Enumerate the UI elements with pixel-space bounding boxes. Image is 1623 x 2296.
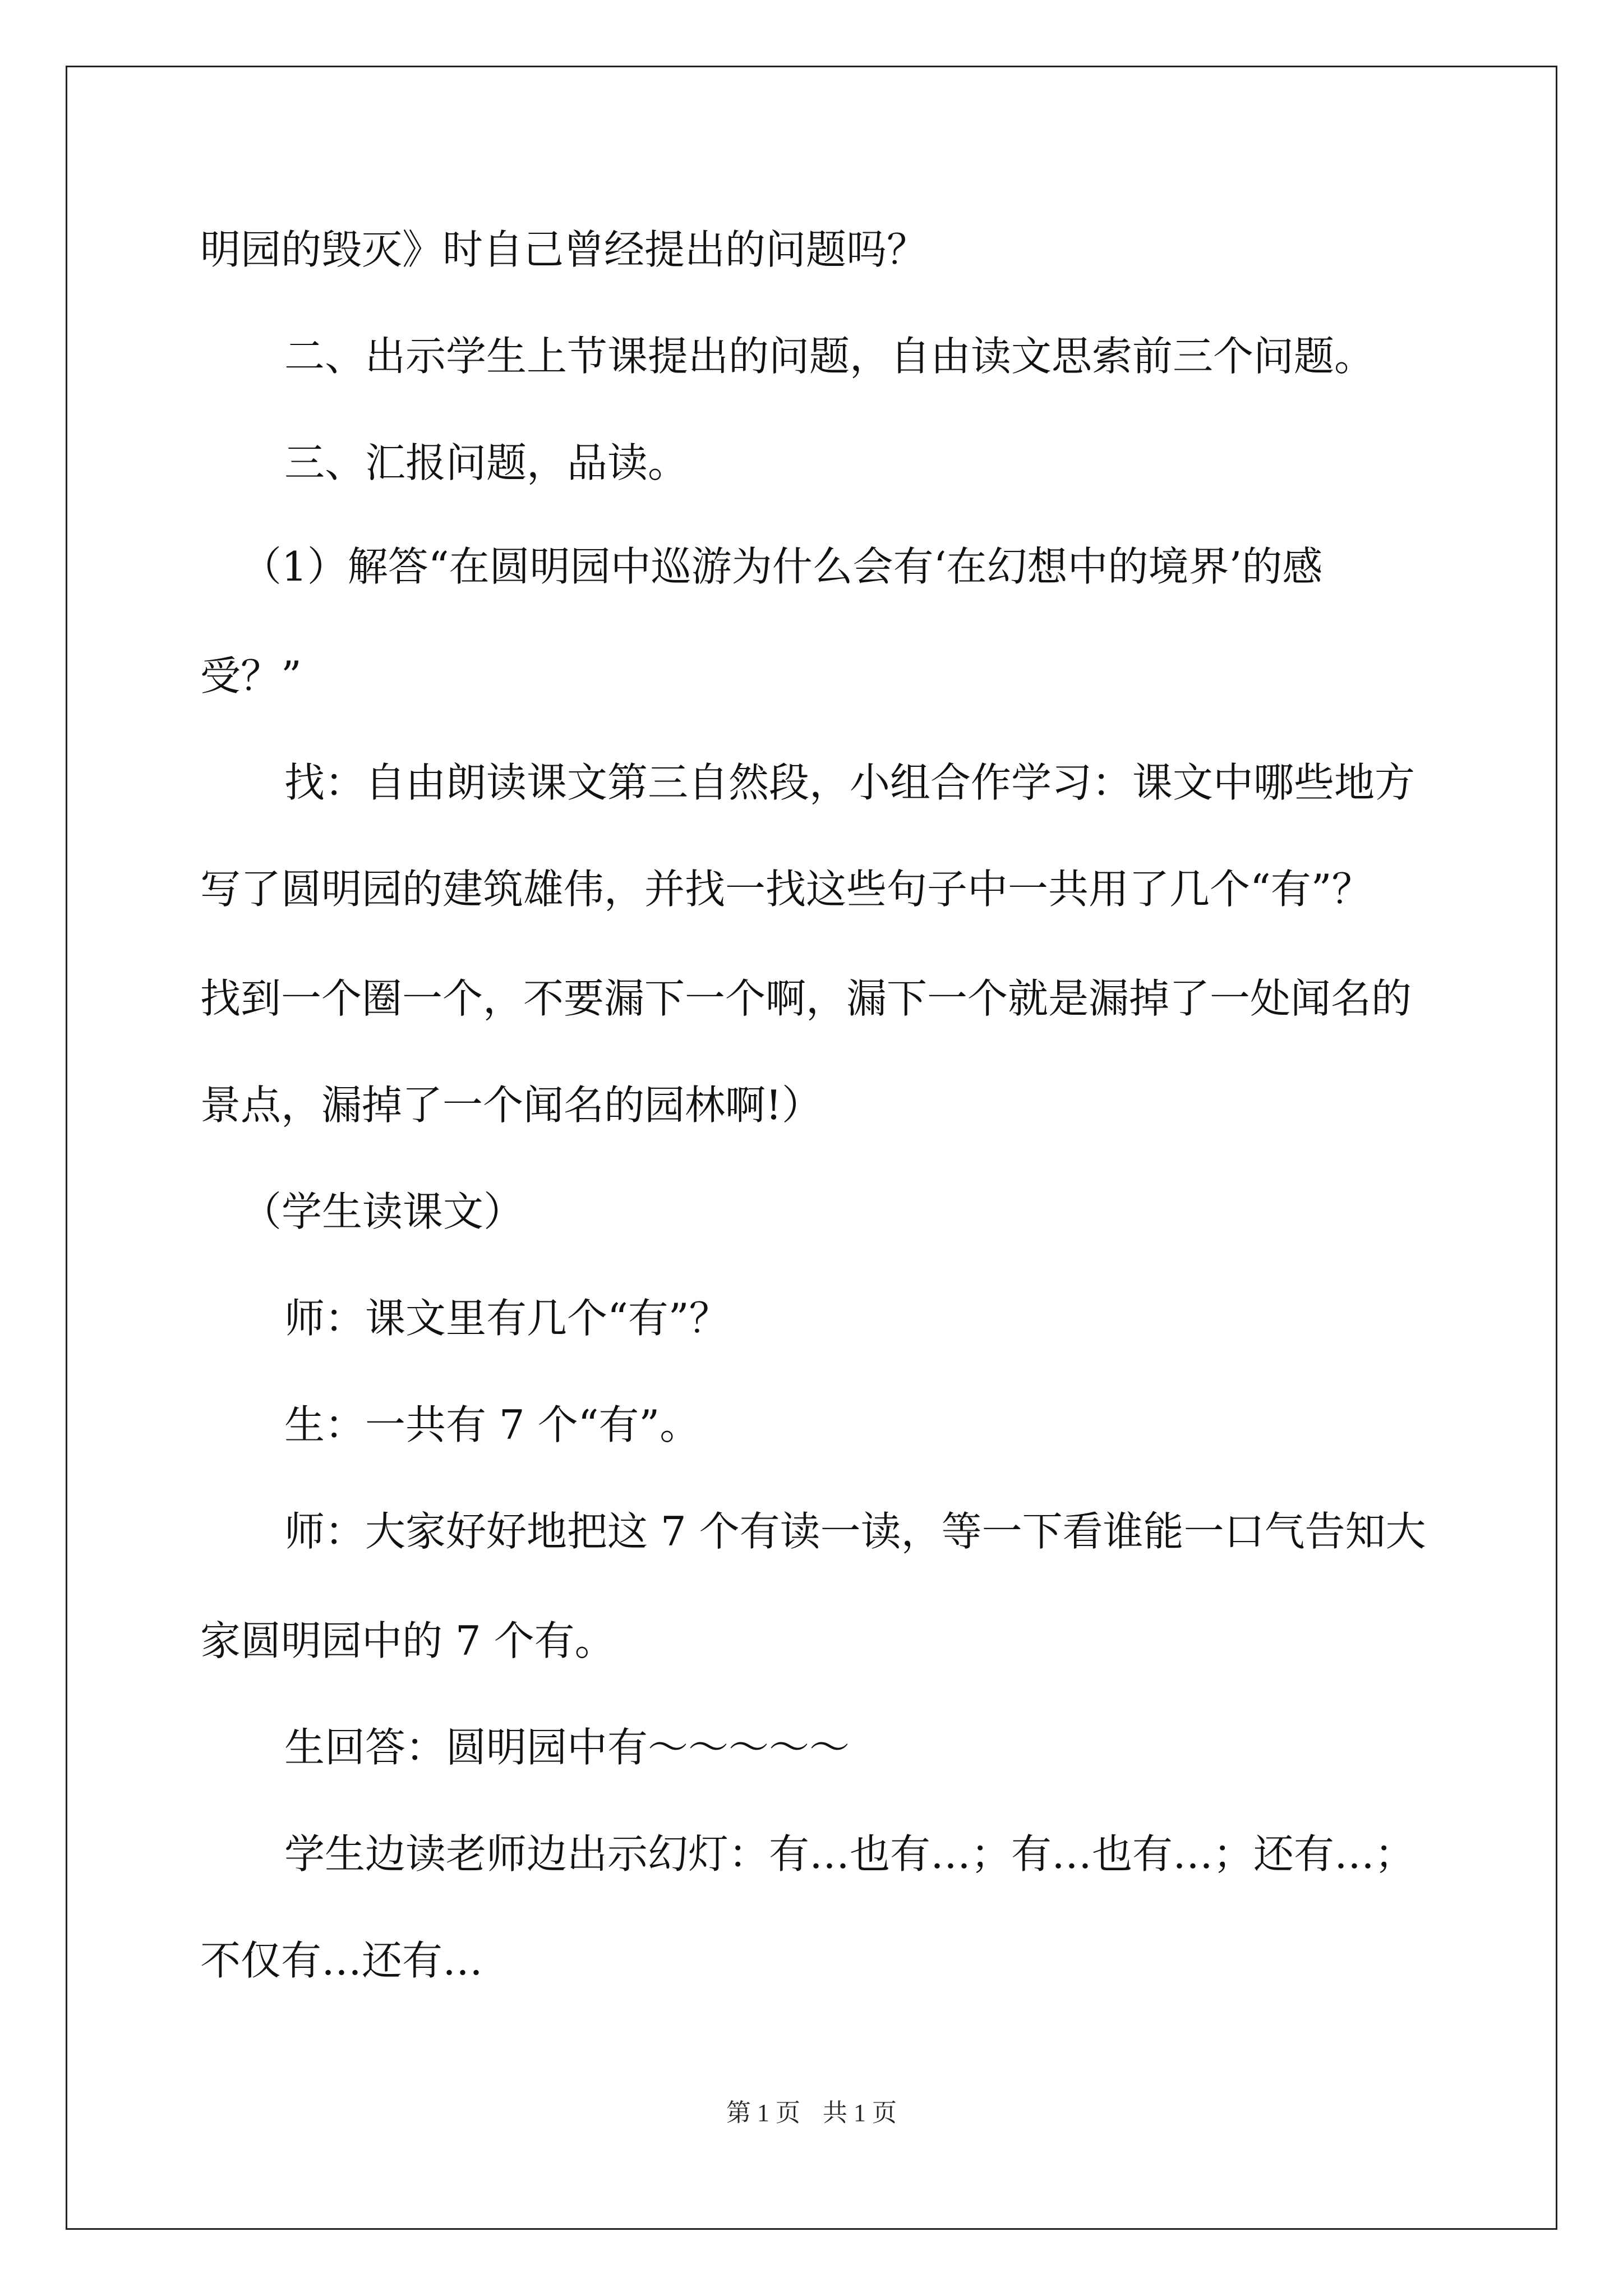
text-line: 三、汇报问题，品读。	[284, 439, 689, 486]
page-border	[66, 66, 1557, 2230]
text-line: 师：课文里有几个“有”？	[284, 1295, 730, 1342]
text-line: 生回答：圆明园中有～～～～～	[284, 1724, 850, 1771]
text-line: 明园的毁灭》时自己曾经提出的问题吗？	[200, 226, 928, 273]
text-line: 景点，漏掉了一个闻名的园林啊!）	[200, 1082, 822, 1129]
text-line: 不仅有…还有…	[200, 1937, 483, 1984]
text-line: 学生边读老师边出示幻灯：有…也有…；有…也有…；还有…；	[284, 1830, 1415, 1878]
text-line: 写了圆明园的建筑雄伟，并找一找这些句子中一共用了几个“有”？	[200, 866, 1372, 913]
text-line: 受？”	[200, 652, 302, 700]
text-line: 家圆明园中的 7 个有。	[200, 1617, 615, 1664]
text-line: （学生读课文）	[241, 1188, 524, 1235]
text-line: 找：自由朗读课文第三自然段，小组合作学习：课文中哪些地方	[284, 759, 1415, 806]
text-line: 生：一共有 7 个“有”。	[284, 1401, 700, 1448]
text-line: 师：大家好好地把这 7 个有读一读，等一下看谁能一口气告知大	[284, 1508, 1426, 1555]
text-line: 找到一个圈一个，不要漏下一个啊，漏下一个就是漏掉了一处闻名的	[200, 975, 1412, 1022]
text-line: 二、出示学生上节课提出的问题，自由读文思索前三个问题。	[284, 333, 1375, 380]
page-total: 共 1 页	[823, 2099, 897, 2127]
page-footer	[0, 2092, 1623, 2128]
page-number: 第 1 页	[726, 2099, 800, 2127]
text-line: （1）解答“在圆明园中巡游为什么会有‘在幻想中的境界’的感	[241, 543, 1323, 590]
